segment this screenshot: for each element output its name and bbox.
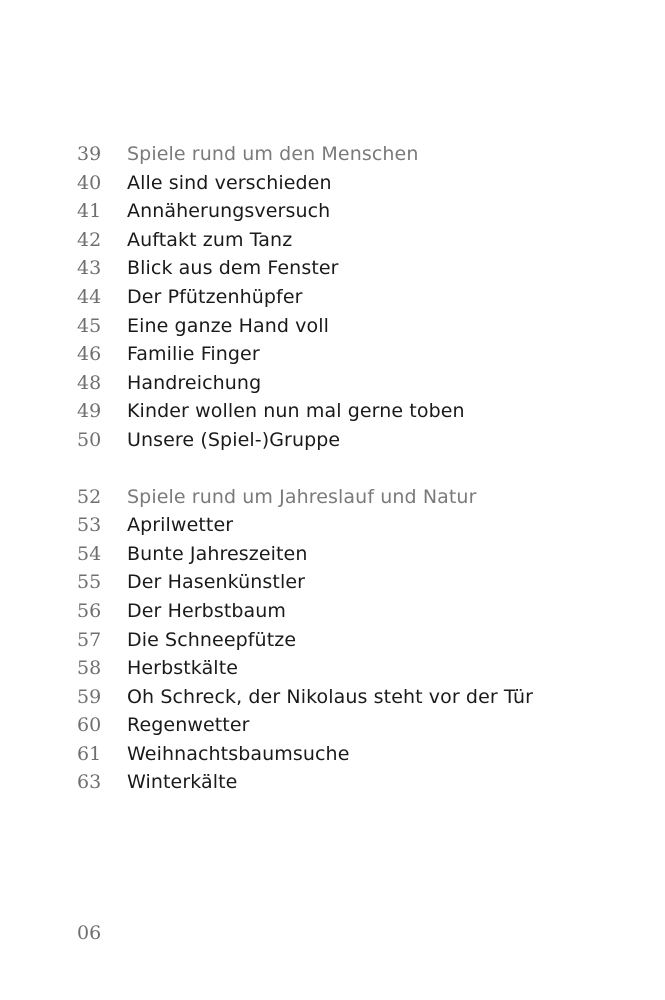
toc-entry-title: Der Herbstbaum (127, 599, 287, 622)
folio-page-number: 06 (77, 922, 102, 944)
toc-page-number: 59 (77, 685, 102, 708)
toc-entry[interactable] (77, 369, 637, 398)
toc-page-number: 58 (77, 657, 102, 680)
toc-page-number: 41 (77, 200, 102, 223)
toc-entry-title: Der Hasenkünstler (127, 571, 306, 594)
toc-page-number: 60 (77, 714, 102, 737)
toc-page-number: 54 (77, 542, 102, 565)
toc-entry-title: Eine ganze Hand voll (127, 314, 330, 337)
toc-entry[interactable] (77, 312, 637, 341)
toc-entry[interactable] (77, 254, 637, 283)
toc-entry[interactable] (77, 226, 637, 255)
toc-entry[interactable] (77, 654, 637, 683)
toc-entry[interactable] (77, 740, 637, 769)
toc-page-number: 49 (77, 400, 102, 423)
toc-page-number: 63 (77, 771, 102, 794)
toc-entry-title: Aprilwetter (127, 514, 234, 537)
toc-entry[interactable] (77, 340, 637, 369)
toc-entry-title: Auftakt zum Tanz (127, 228, 293, 251)
toc-entry[interactable] (77, 597, 637, 626)
toc-section-menschen (77, 140, 637, 455)
toc-entry[interactable] (77, 169, 637, 198)
toc-page-number: 45 (77, 314, 102, 337)
toc-section-heading[interactable] (77, 140, 637, 169)
toc-page-number: 44 (77, 285, 102, 308)
toc-entry-title: Herbstkälte (127, 657, 239, 680)
toc-entry-title: Alle sind verschieden (127, 171, 332, 194)
toc-entry-title: Die Schneepfütze (127, 628, 297, 651)
toc-page-number: 50 (77, 428, 102, 451)
toc-page-number: 53 (77, 514, 102, 537)
toc-section-heading[interactable] (77, 483, 637, 512)
toc-page-number: 56 (77, 599, 102, 622)
toc-page-number: 61 (77, 742, 102, 765)
toc-entry[interactable] (77, 426, 637, 455)
toc-page-number: 48 (77, 371, 102, 394)
toc-entry[interactable] (77, 568, 637, 597)
toc-entry-title: Weihnachtsbaumsuche (127, 742, 350, 765)
toc-section-title: Spiele rund um Jahreslauf und Natur (127, 485, 477, 508)
toc-entry-title: Regenwetter (127, 714, 250, 737)
toc-entry[interactable] (77, 397, 637, 426)
toc-entry-title: Bunte Jahreszeiten (127, 542, 308, 565)
toc-page-number: 42 (77, 228, 102, 251)
toc-entry[interactable] (77, 283, 637, 312)
toc-entry-title: Der Pfützenhüpfer (127, 285, 303, 308)
toc-entry[interactable] (77, 626, 637, 655)
toc-entry[interactable] (77, 511, 637, 540)
toc-entry-title: Annäherungsversuch (127, 200, 331, 223)
toc-page-number: 46 (77, 343, 102, 366)
toc-section-jahreslauf (77, 483, 637, 798)
toc-entry-title: Familie Finger (127, 343, 260, 366)
toc-entry-title: Handreichung (127, 371, 262, 394)
toc-entry-title: Winterkälte (127, 771, 238, 794)
toc-page-number: 55 (77, 571, 102, 594)
toc-entry[interactable] (77, 768, 637, 797)
table-of-contents (77, 140, 637, 797)
toc-entry-title: Kinder wollen nun mal gerne toben (127, 400, 465, 423)
toc-page-number: 39 (77, 143, 102, 165)
toc-page-number: 52 (77, 485, 102, 508)
toc-entry[interactable] (77, 540, 637, 569)
toc-entry[interactable] (77, 197, 637, 226)
toc-page-number: 40 (77, 171, 102, 194)
toc-entry-title: Blick aus dem Fenster (127, 257, 339, 280)
toc-entry[interactable] (77, 711, 637, 740)
toc-page-number: 57 (77, 628, 102, 651)
toc-page-number: 43 (77, 257, 102, 280)
toc-section-title: Spiele rund um den Menschen (127, 143, 419, 165)
toc-entry[interactable] (77, 683, 637, 712)
toc-entry-title: Unsere (Spiel-)Gruppe (127, 428, 341, 451)
toc-entry-title: Oh Schreck, der Nikolaus steht vor der Tür (127, 685, 534, 708)
